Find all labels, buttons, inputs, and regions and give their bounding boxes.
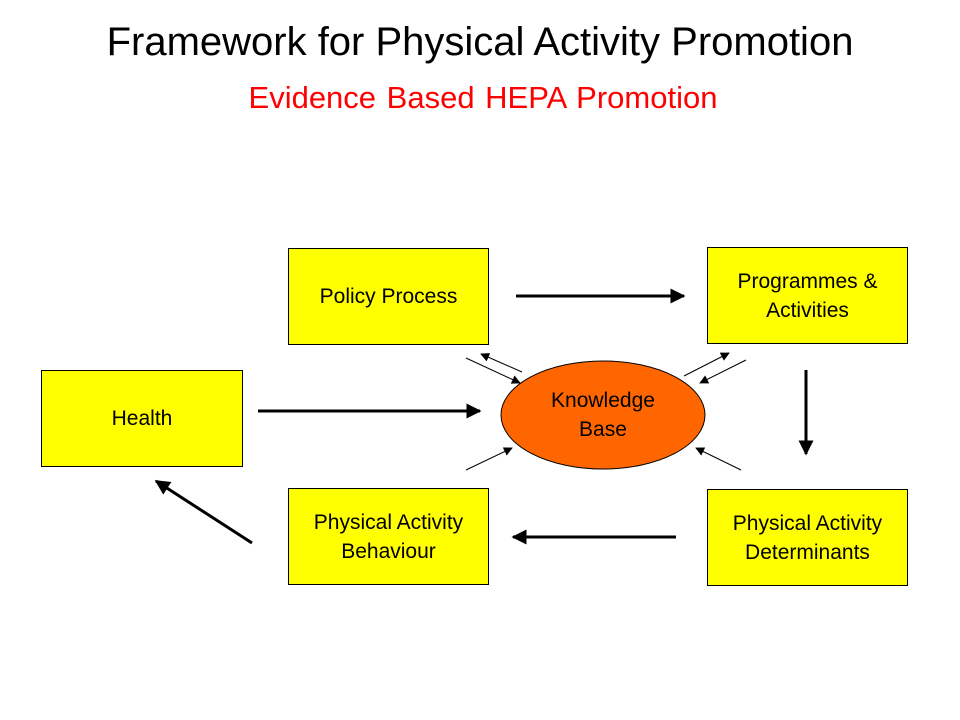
health-label: Health [111,407,173,430]
pa-behaviour-label: Physical Activity Behaviour [313,510,464,563]
page-subtitle: Evidence Based HEPA Promotion [248,80,718,115]
arrow-programmes-to-knowledge [700,360,746,383]
programmes-activities-label: Programmes & Activities [737,269,878,322]
page-title: Framework for Physical Activity Promotion [106,20,854,64]
arrow-behaviour-to-health [156,481,252,543]
pa-determinants-label: Physical Activity Determinants [732,511,883,564]
programmes-activities-box [707,247,908,344]
pa-determinants-box [707,489,908,586]
health-box [41,370,243,467]
knowledge-base-label-wrap [500,360,706,470]
pa-behaviour-box [288,488,489,585]
policy-process-box [288,248,489,345]
knowledge-base-label: Knowledge Base [551,389,655,441]
policy-process-label: Policy Process [319,285,458,308]
